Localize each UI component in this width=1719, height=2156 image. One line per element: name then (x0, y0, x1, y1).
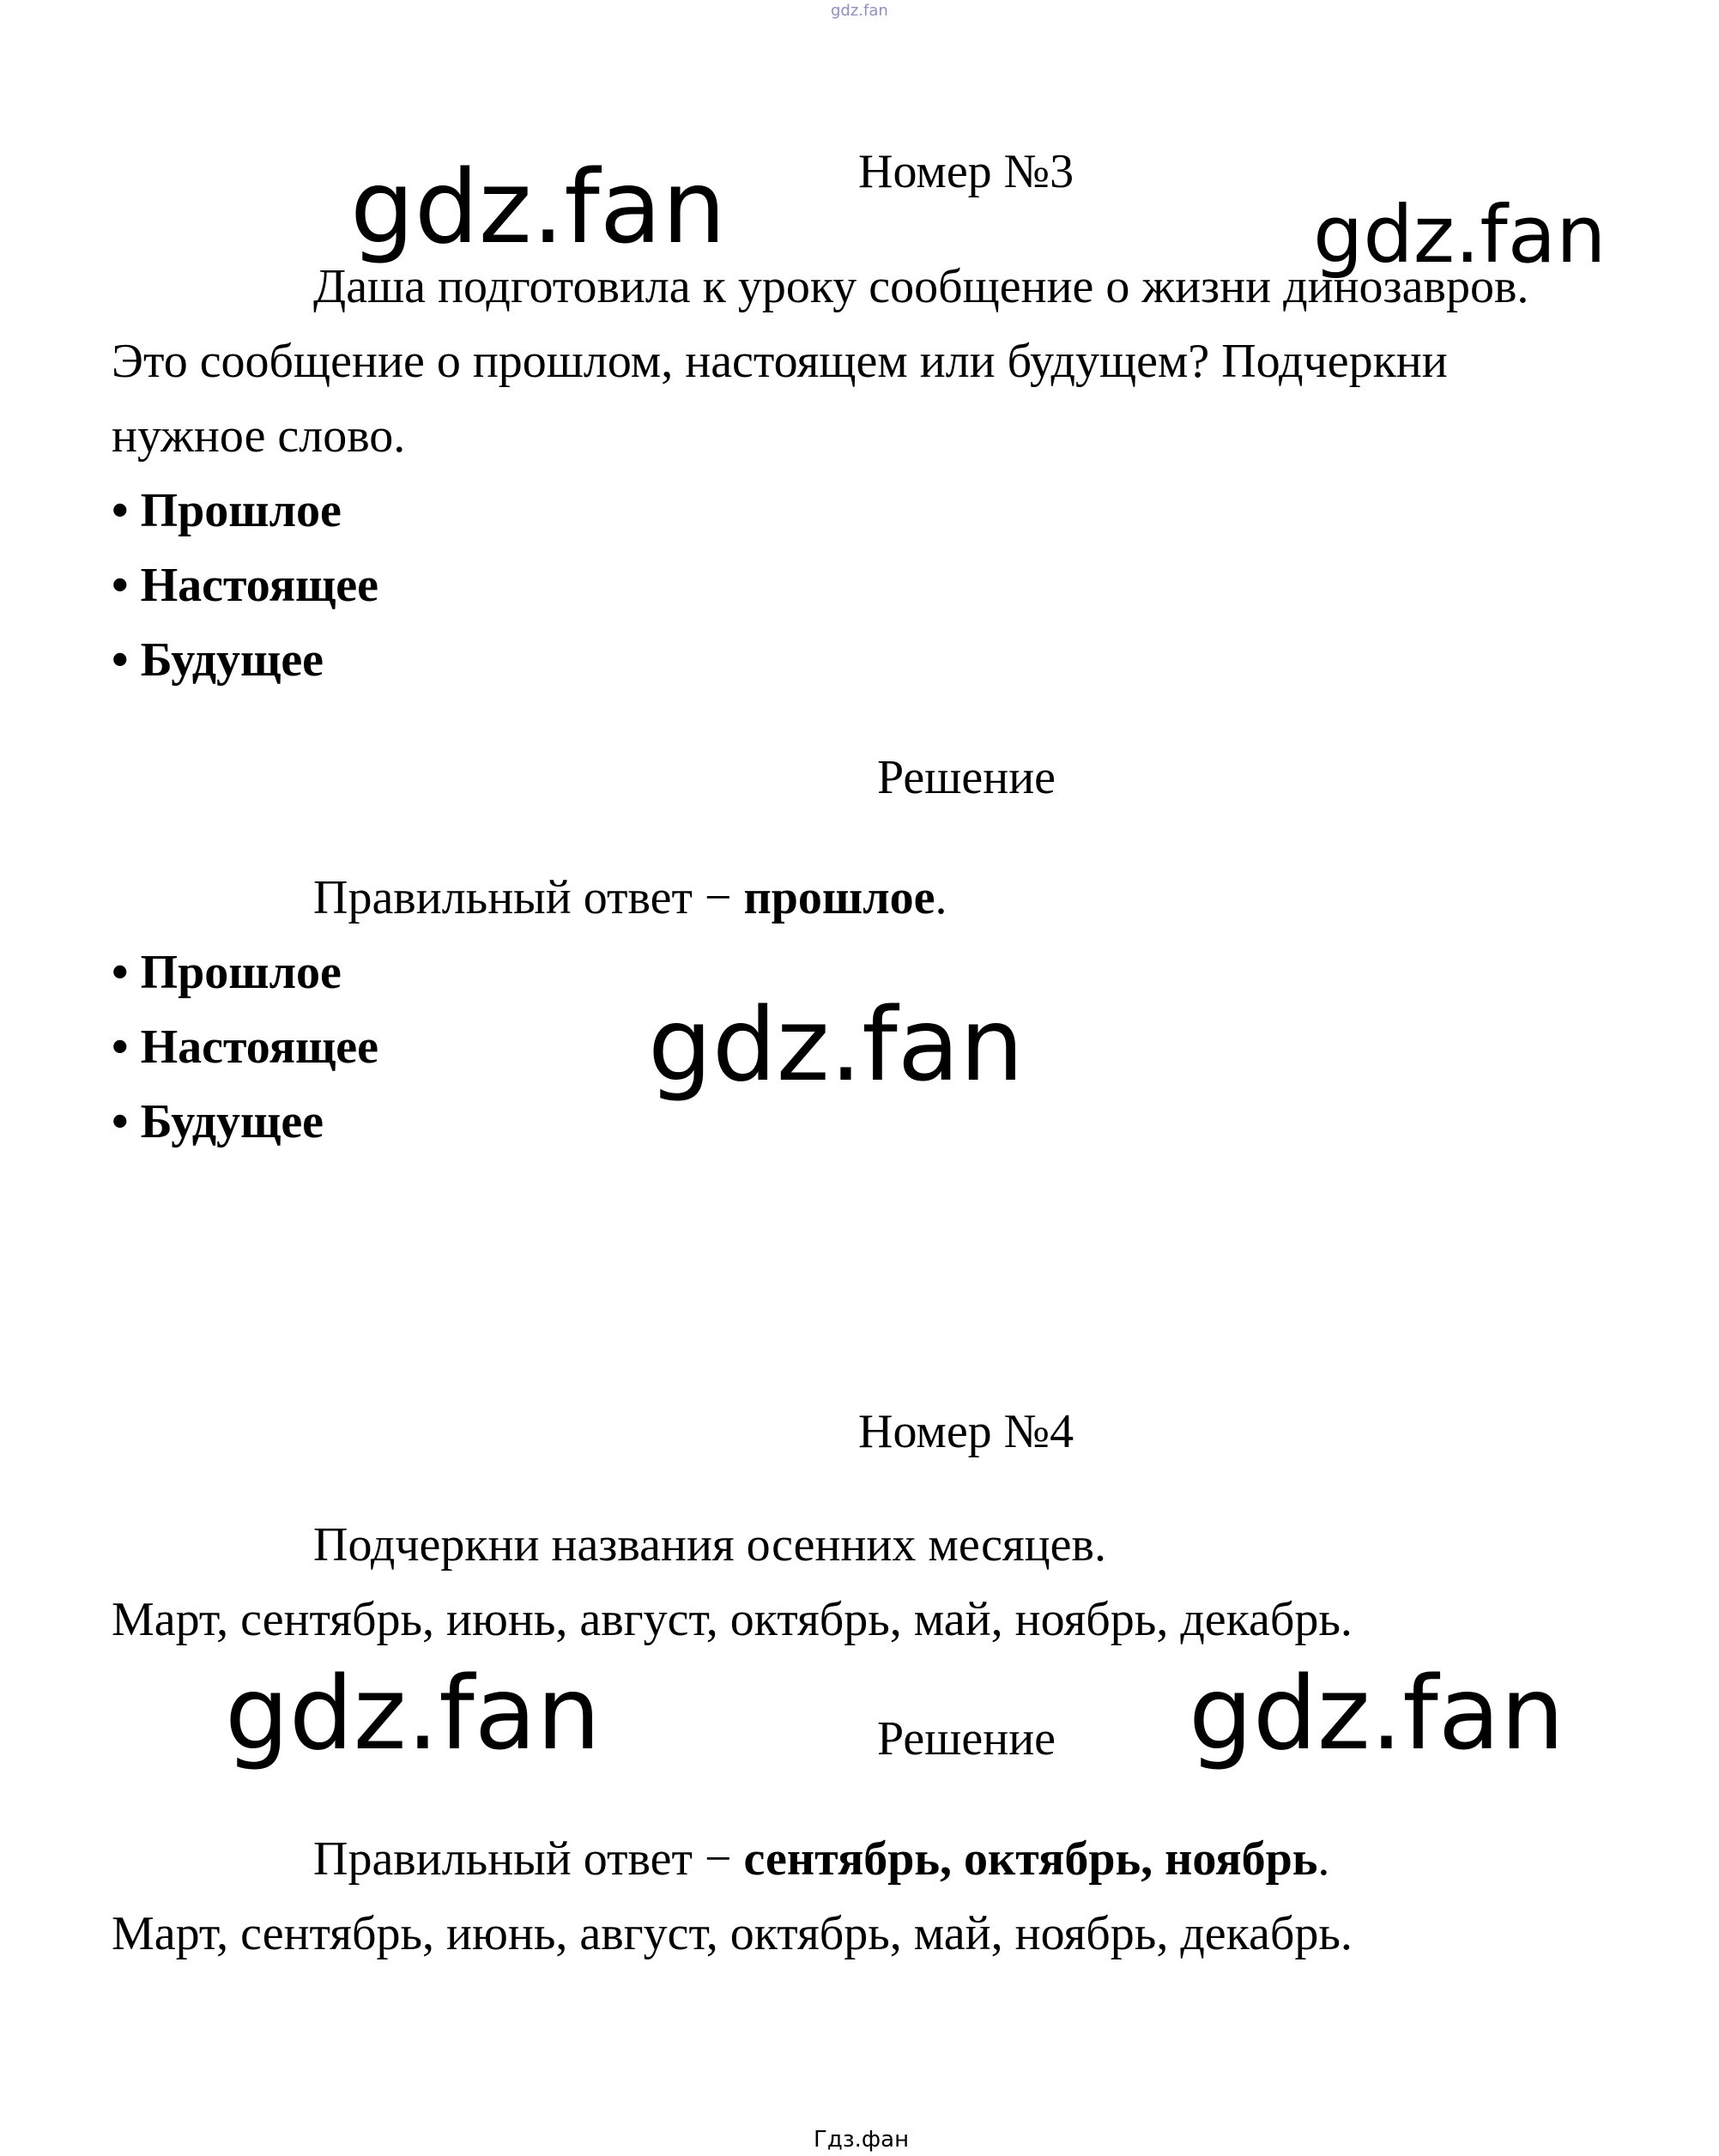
task3-answer-prefix: Правильный ответ − (313, 871, 744, 924)
task3-title: Номер №3 (858, 145, 1074, 198)
task4-answer-line2: Март, сентябрь, июнь, август, октябрь, май, ноябрь, декабрь. (112, 1907, 1353, 1960)
task3-option-past: • Прошлое (112, 484, 342, 537)
task3-question-line3: нужное слово. (112, 409, 406, 463)
task4-title: Номер №4 (858, 1405, 1074, 1458)
task3-answer-suffix: . (935, 871, 947, 924)
task4-question-line2: Март, сентябрь, июнь, август, октябрь, май, ноябрь, декабрь. (112, 1593, 1353, 1646)
task3-answer-option-present: • Настоящее (112, 1020, 379, 1074)
task4-solution-heading: Решение (877, 1712, 1056, 1765)
task3-question-line2: Это сообщение о прошлом, настоящем или будущем? Подчеркни (112, 335, 1448, 388)
top-watermark: gdz.fan (831, 2, 888, 20)
watermark-4: gdz.fan (225, 1654, 601, 1772)
footer-text: Гдз.фан (814, 2127, 910, 2153)
task4-answer (313, 1832, 1330, 1886)
task3-solution-heading: Решение (877, 751, 1056, 804)
task3-answer-option-future: • Будущее (112, 1095, 324, 1148)
task4-question-line1: Подчеркни названия осенних месяцев. (313, 1518, 1106, 1572)
watermark-1: gdz.fan (350, 148, 726, 266)
watermark-3: gdz.fan (648, 985, 1024, 1104)
watermark-2: gdz.fan (1313, 189, 1607, 281)
watermark-5: gdz.fan (1189, 1654, 1565, 1772)
task3-answer-option-past: • Прошлое (112, 946, 342, 999)
task4-answer-prefix: Правильный ответ − (313, 1832, 744, 1886)
task3-question-line1: Даша подготовила к уроку сообщение о жизни динозавров. (313, 260, 1529, 313)
task3-option-future: • Будущее (112, 633, 324, 687)
task3-answer (313, 871, 947, 924)
task4-answer-suffix: . (1317, 1832, 1330, 1886)
task4-answer-value: сентябрь, октябрь, ноябрь (743, 1832, 1318, 1886)
task3-answer-value: прошлое (743, 871, 935, 924)
task3-option-present: • Настоящее (112, 559, 379, 612)
